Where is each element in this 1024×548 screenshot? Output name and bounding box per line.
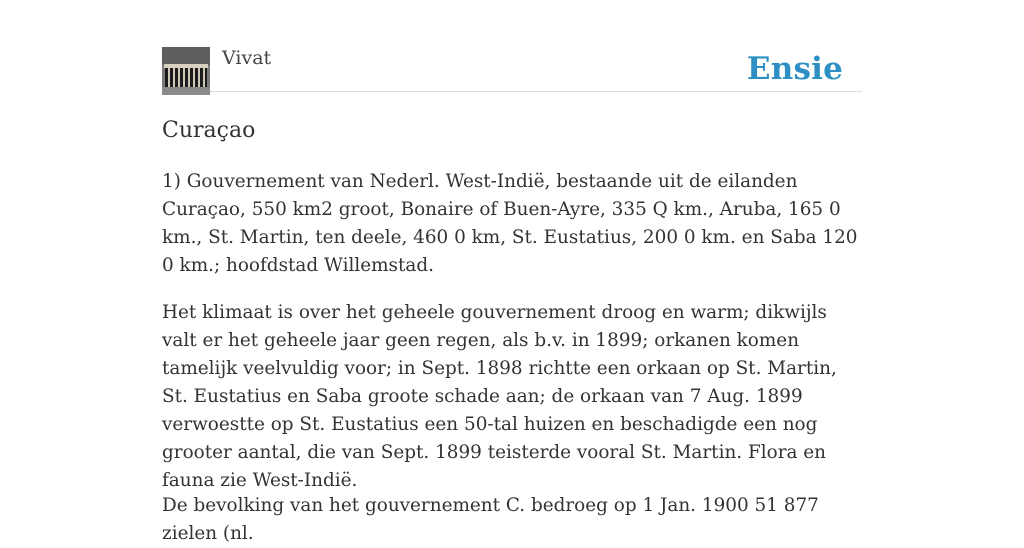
ensie-logo[interactable]: Ensie: [746, 51, 843, 87]
entry-header: [162, 0, 862, 92]
author-name[interactable]: Vivat: [222, 47, 272, 69]
entry-paragraph-3: De bevolking van het gouvernement C. bedroeg op 1 Jan. 1900 51 877 zielen (nl.: [162, 495, 819, 544]
entry-card: [162, 0, 862, 544]
entry-title: Curaçao: [162, 118, 256, 143]
entry-paragraph-2: Het klimaat is over het geheele gouvernement droog en warm; dikwijls valt er het geheele jaar geen regen, als b.v. in 1899; orkanen komen tamelijk veelvuldig voor; in Sept. 1898 richtte een orkaan op St. Martin, St. Eustatius en Saba groote schade aan; de orkaan van 7 Aug. 1899 verwoestte op St. Eustatius een 50-tal huizen en beschadigde een nog grooter aantal, die van Sept. 1899 teisterde vooral St. Martin. Flora en fauna zie West-Indië.: [162, 302, 837, 491]
author-avatar[interactable]: [162, 47, 210, 95]
entry-paragraph-1: 1) Gouvernement van Nederl. West-Indië, bestaande uit de eilanden Curaçao, 550 km2 groot, Bonaire of Buen-Ayre, 335 Q km., Aruba, 165 0 km., St. Martin, ten deele, 460 0 km, St. Eustatius, 200 0 km. en Saba 120 0 km.; hoofdstad Willemstad.: [162, 171, 858, 276]
